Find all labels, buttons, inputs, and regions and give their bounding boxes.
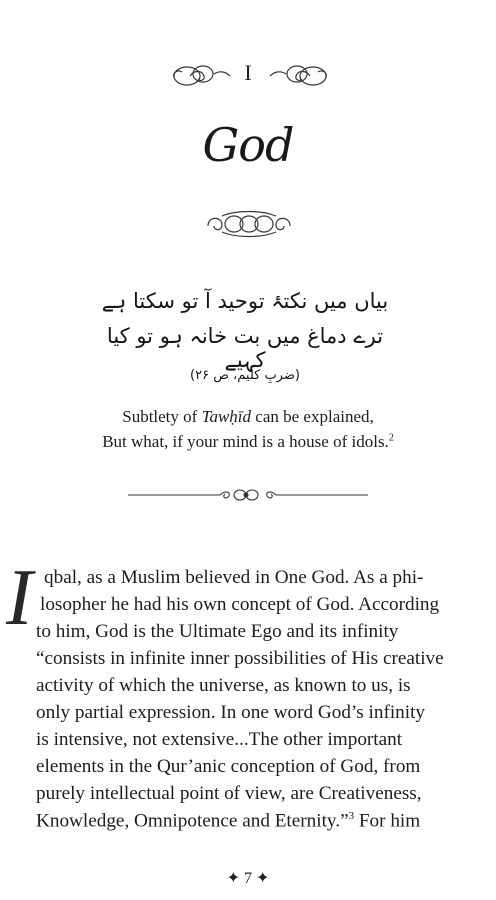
page-footer bbox=[0, 868, 496, 888]
translation-line-1-end: can be explained, bbox=[251, 407, 374, 426]
chapter-header bbox=[0, 58, 496, 98]
body-line-5: activity of which the universe, as known to us, is bbox=[36, 675, 411, 696]
left-flourish-ornament bbox=[170, 60, 232, 90]
folio-left-ornament: ✦ bbox=[226, 870, 244, 887]
urdu-verse-line-2: ترے دماغ میں بت خانہ ہو تو کیا کہیے bbox=[106, 324, 384, 372]
body-line-4: “consists in infinite inner possibilities of His creative bbox=[36, 648, 444, 669]
body-line-10-end: For him bbox=[354, 810, 421, 832]
urdu-verse-source: (ضربِ کلیم، ص ۲۶) bbox=[190, 368, 300, 383]
chapter-title: God bbox=[202, 118, 294, 172]
body-line-10 bbox=[36, 810, 460, 832]
body-line-6: only partial expression. In one word God’s infinity bbox=[36, 702, 426, 723]
urdu-verse-line-1: بیاں میں نکتۂ توحید آ تو سکتا ہے bbox=[101, 289, 389, 313]
page-number: 7 bbox=[244, 870, 252, 887]
translation-line-2 bbox=[0, 432, 496, 452]
folio-right-ornament: ✦ bbox=[252, 870, 270, 887]
translation-line-1-start: Subtlety of bbox=[122, 407, 202, 426]
drop-cap: I bbox=[6, 554, 33, 642]
body-line-9: purely intellectual point of view, are Creativeness, bbox=[36, 783, 422, 804]
chapter-number: I bbox=[244, 60, 252, 85]
footnote-marker-2: 2 bbox=[388, 432, 394, 444]
section-divider-ornament bbox=[128, 486, 368, 504]
body-line-8: elements in the Qur’anic conception of God, from bbox=[36, 756, 421, 777]
body-line-10-start: Knowledge, Omnipotence and Eternity.” bbox=[36, 810, 349, 832]
translation-line-2-text: But what, if your mind is a house of idols. bbox=[102, 432, 389, 451]
body-line-2: losopher he had his own concept of God. According bbox=[40, 594, 440, 615]
body-line-7: is intensive, not extensive...The other important bbox=[36, 729, 403, 750]
right-flourish-ornament bbox=[268, 60, 330, 90]
body-line-3: to him, God is the Ultimate Ego and its infinity bbox=[36, 621, 399, 642]
footnote-marker-3: 3 bbox=[348, 810, 355, 822]
title-scroll-ornament bbox=[202, 206, 296, 242]
body-line-1: qbal, as a Muslim believed in One God. As a phi- bbox=[44, 567, 424, 588]
tawhid-term: Tawḥīd bbox=[201, 407, 252, 426]
translation-line-1 bbox=[0, 407, 496, 427]
